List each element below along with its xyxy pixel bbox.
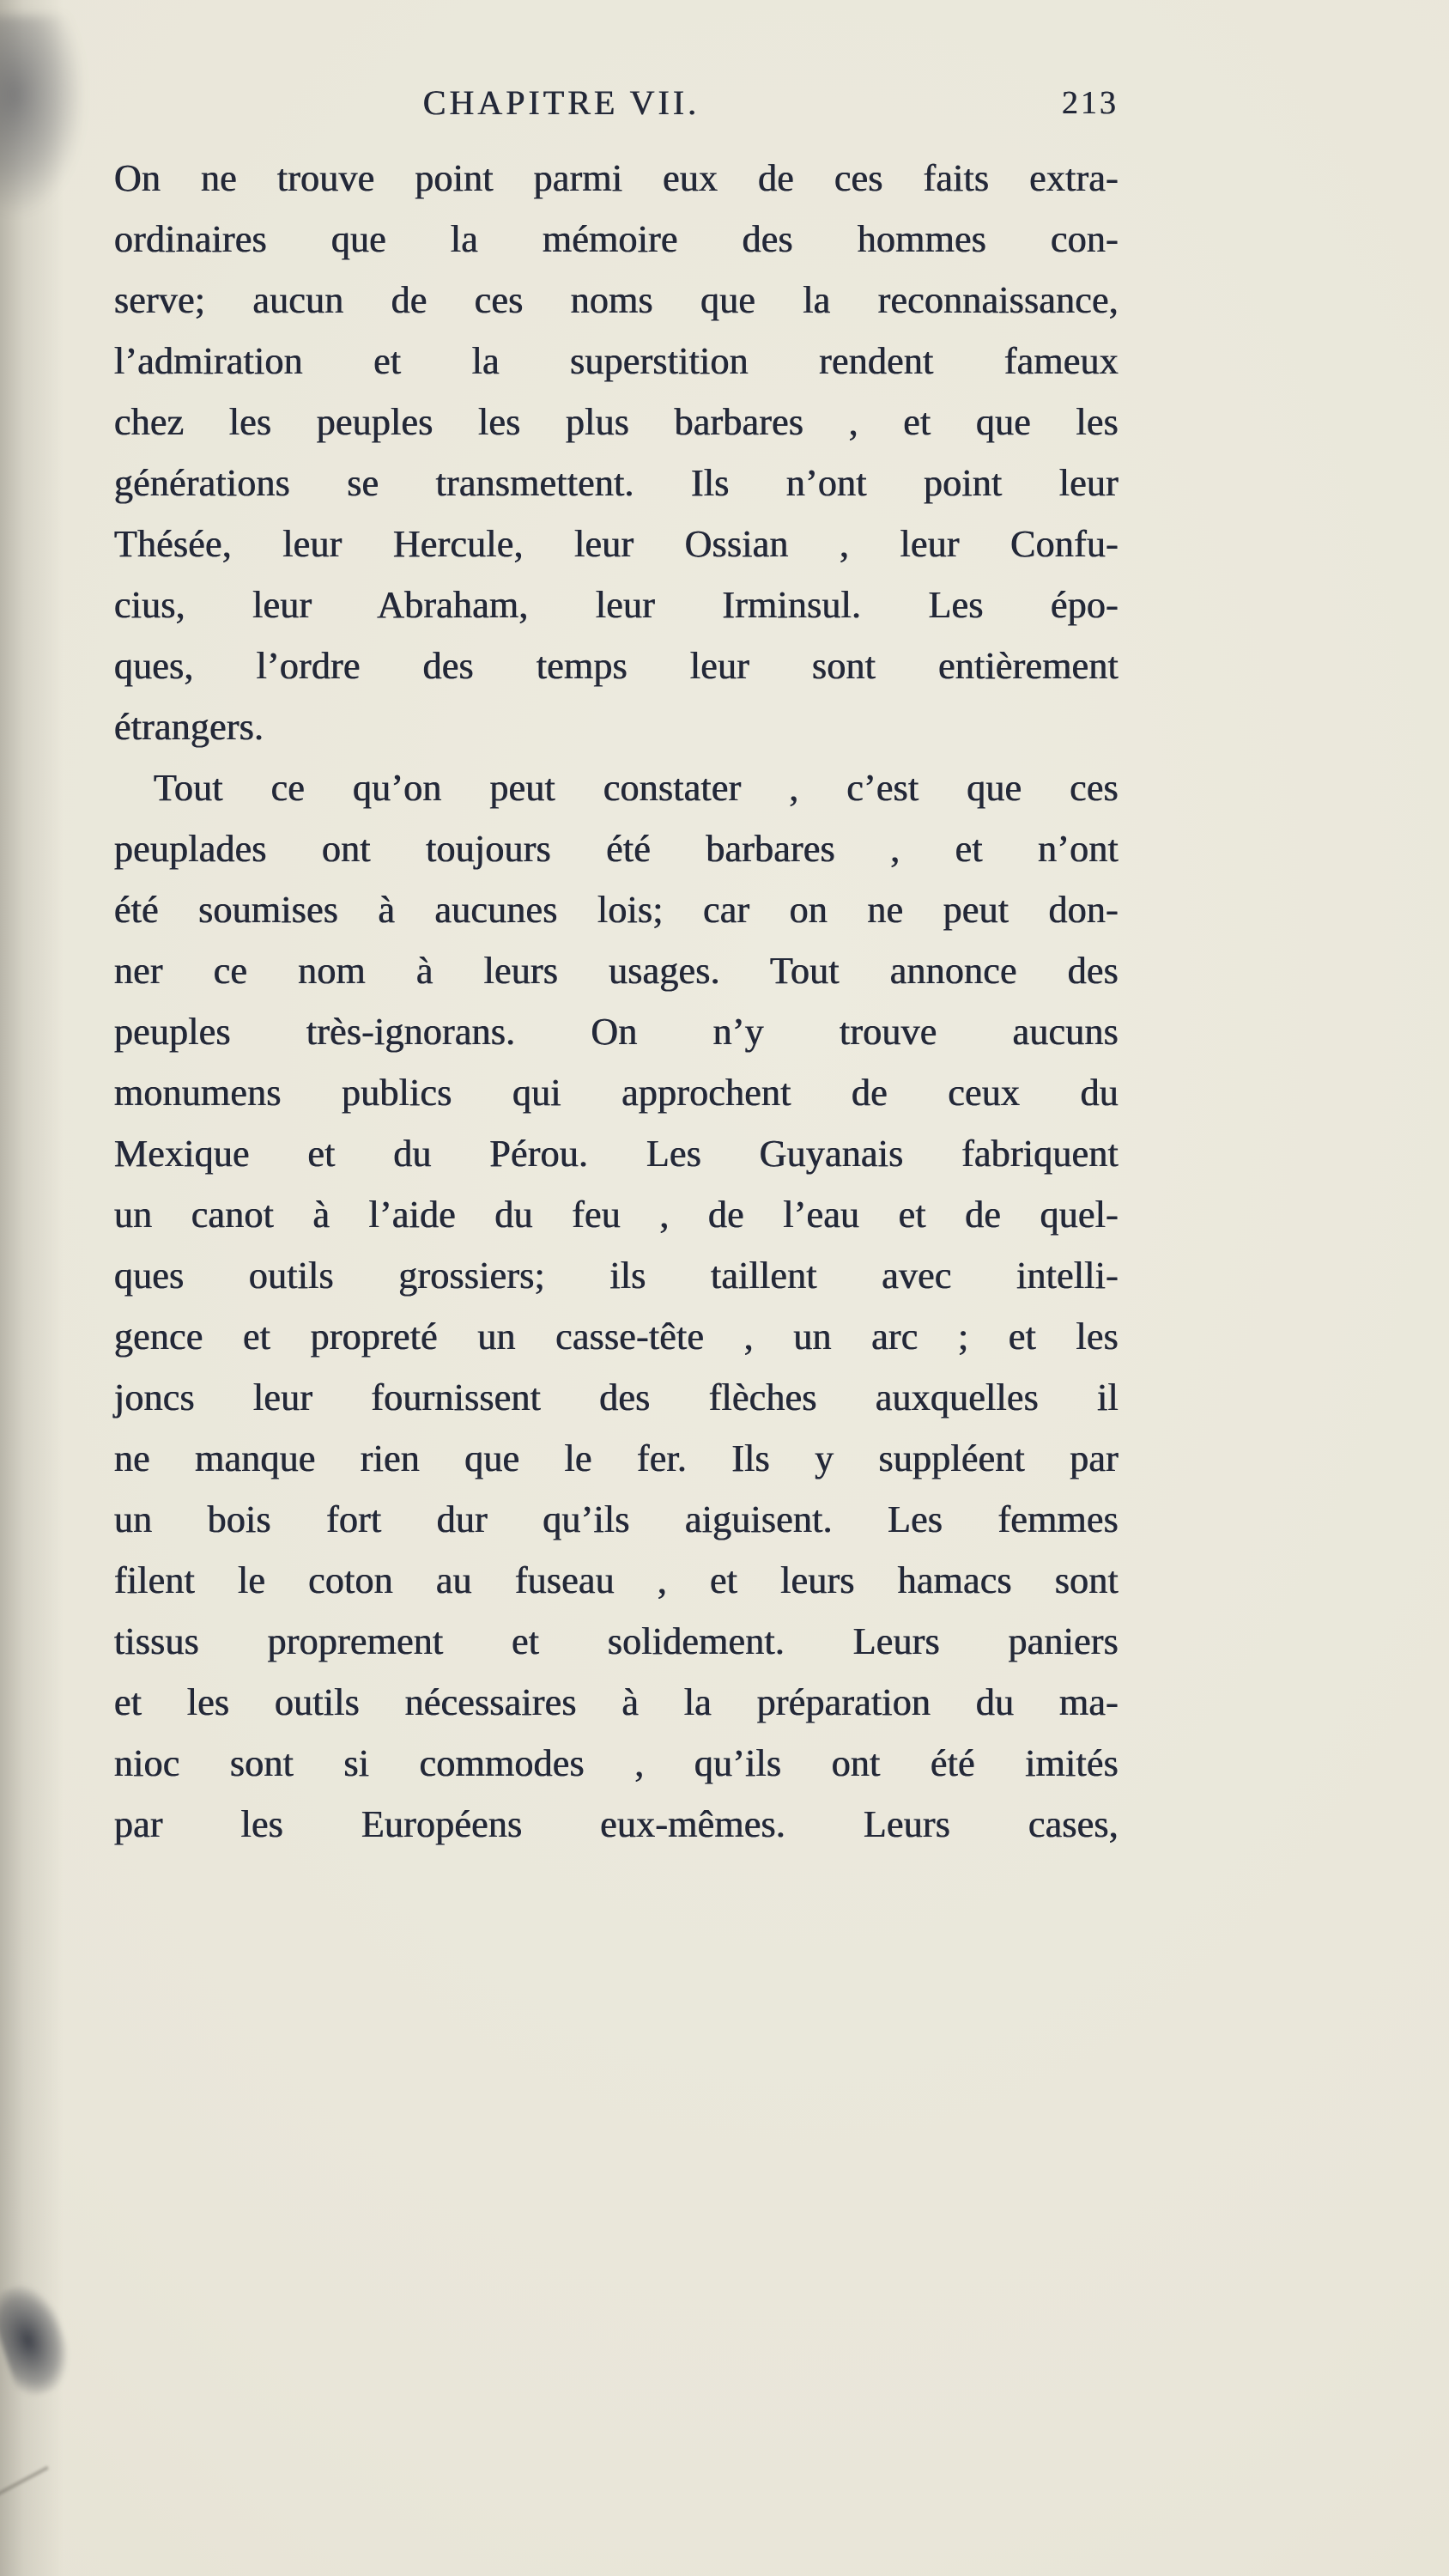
text-line: par les Européens eux-mêmes. Leurs cases, [114, 1803, 1119, 1845]
page-content [114, 82, 1119, 1855]
text-line: peuples très-ignorans. On n’y trouve aucuns [114, 1011, 1119, 1053]
text-line: ques outils grossiers; ils taillent avec intelli- [114, 1255, 1119, 1297]
text-line: Tout ce qu’on peut constater , c’est que ces [154, 767, 1119, 809]
text-line: Thésée, leur Hercule, leur Ossian , leur Confu- [114, 523, 1119, 565]
text-line: monumens publics qui approchent de ceux du [114, 1072, 1119, 1114]
text-line: ne manque rien que le fer. Ils y suppléent par [114, 1437, 1119, 1479]
text-line: On ne trouve point parmi eux de ces faits extra- [114, 157, 1119, 199]
text-line: ques, l’ordre des temps leur sont entièrement [114, 645, 1119, 687]
text-line: ner ce nom à leurs usages. Tout annonce des [114, 950, 1119, 992]
text-line: ordinaires que la mémoire des hommes con- [114, 218, 1119, 260]
text-line: l’admiration et la superstition rendent fameux [114, 340, 1119, 382]
page-body [114, 148, 1119, 1855]
page-header [114, 82, 1119, 136]
page-number: 213 [1062, 85, 1119, 121]
scan-scratch-bottom-left [0, 2466, 49, 2497]
text-line: et les outils nécessaires à la préparation du ma- [114, 1681, 1119, 1723]
paragraph [114, 757, 1119, 1855]
text-line: été soumises à aucunes lois; car on ne peut don- [114, 889, 1119, 931]
paragraph [114, 148, 1119, 757]
page-left-edge-shadow [0, 0, 64, 2576]
text-line: filent le coton au fuseau , et leurs hamacs sont [114, 1559, 1119, 1601]
text-line: gence et propreté un casse-tête , un arc ; et les [114, 1315, 1119, 1358]
text-line: Mexique et du Pérou. Les Guyanais fabriquent [114, 1133, 1119, 1175]
text-line: peuplades ont toujours été barbares , et n’ont [114, 828, 1119, 870]
text-line: nioc sont si commodes , qu’ils ont été imités [114, 1742, 1119, 1784]
text-line: générations se transmettent. Ils n’ont point leur [114, 462, 1119, 504]
text-line: serve; aucun de ces noms que la reconnaissance, [114, 279, 1119, 321]
text-line: cius, leur Abraham, leur Irminsul. Les épo- [114, 584, 1119, 626]
text-line: chez les peuples les plus barbares , et que les [114, 401, 1119, 443]
scan-smudge-bottom-left [0, 2277, 79, 2401]
text-line: tissus proprement et solidement. Leurs paniers [114, 1620, 1119, 1662]
text-line: un bois fort dur qu’ils aiguisent. Les femmes [114, 1498, 1119, 1540]
text-line: un canot à l’aide du feu , de l’eau et de quel- [114, 1194, 1119, 1236]
chapter-title: CHAPITRE VII. [422, 83, 700, 122]
text-line: joncs leur fournissent des flèches auxquelles il [114, 1376, 1119, 1419]
text-line: étrangers. [114, 706, 264, 748]
